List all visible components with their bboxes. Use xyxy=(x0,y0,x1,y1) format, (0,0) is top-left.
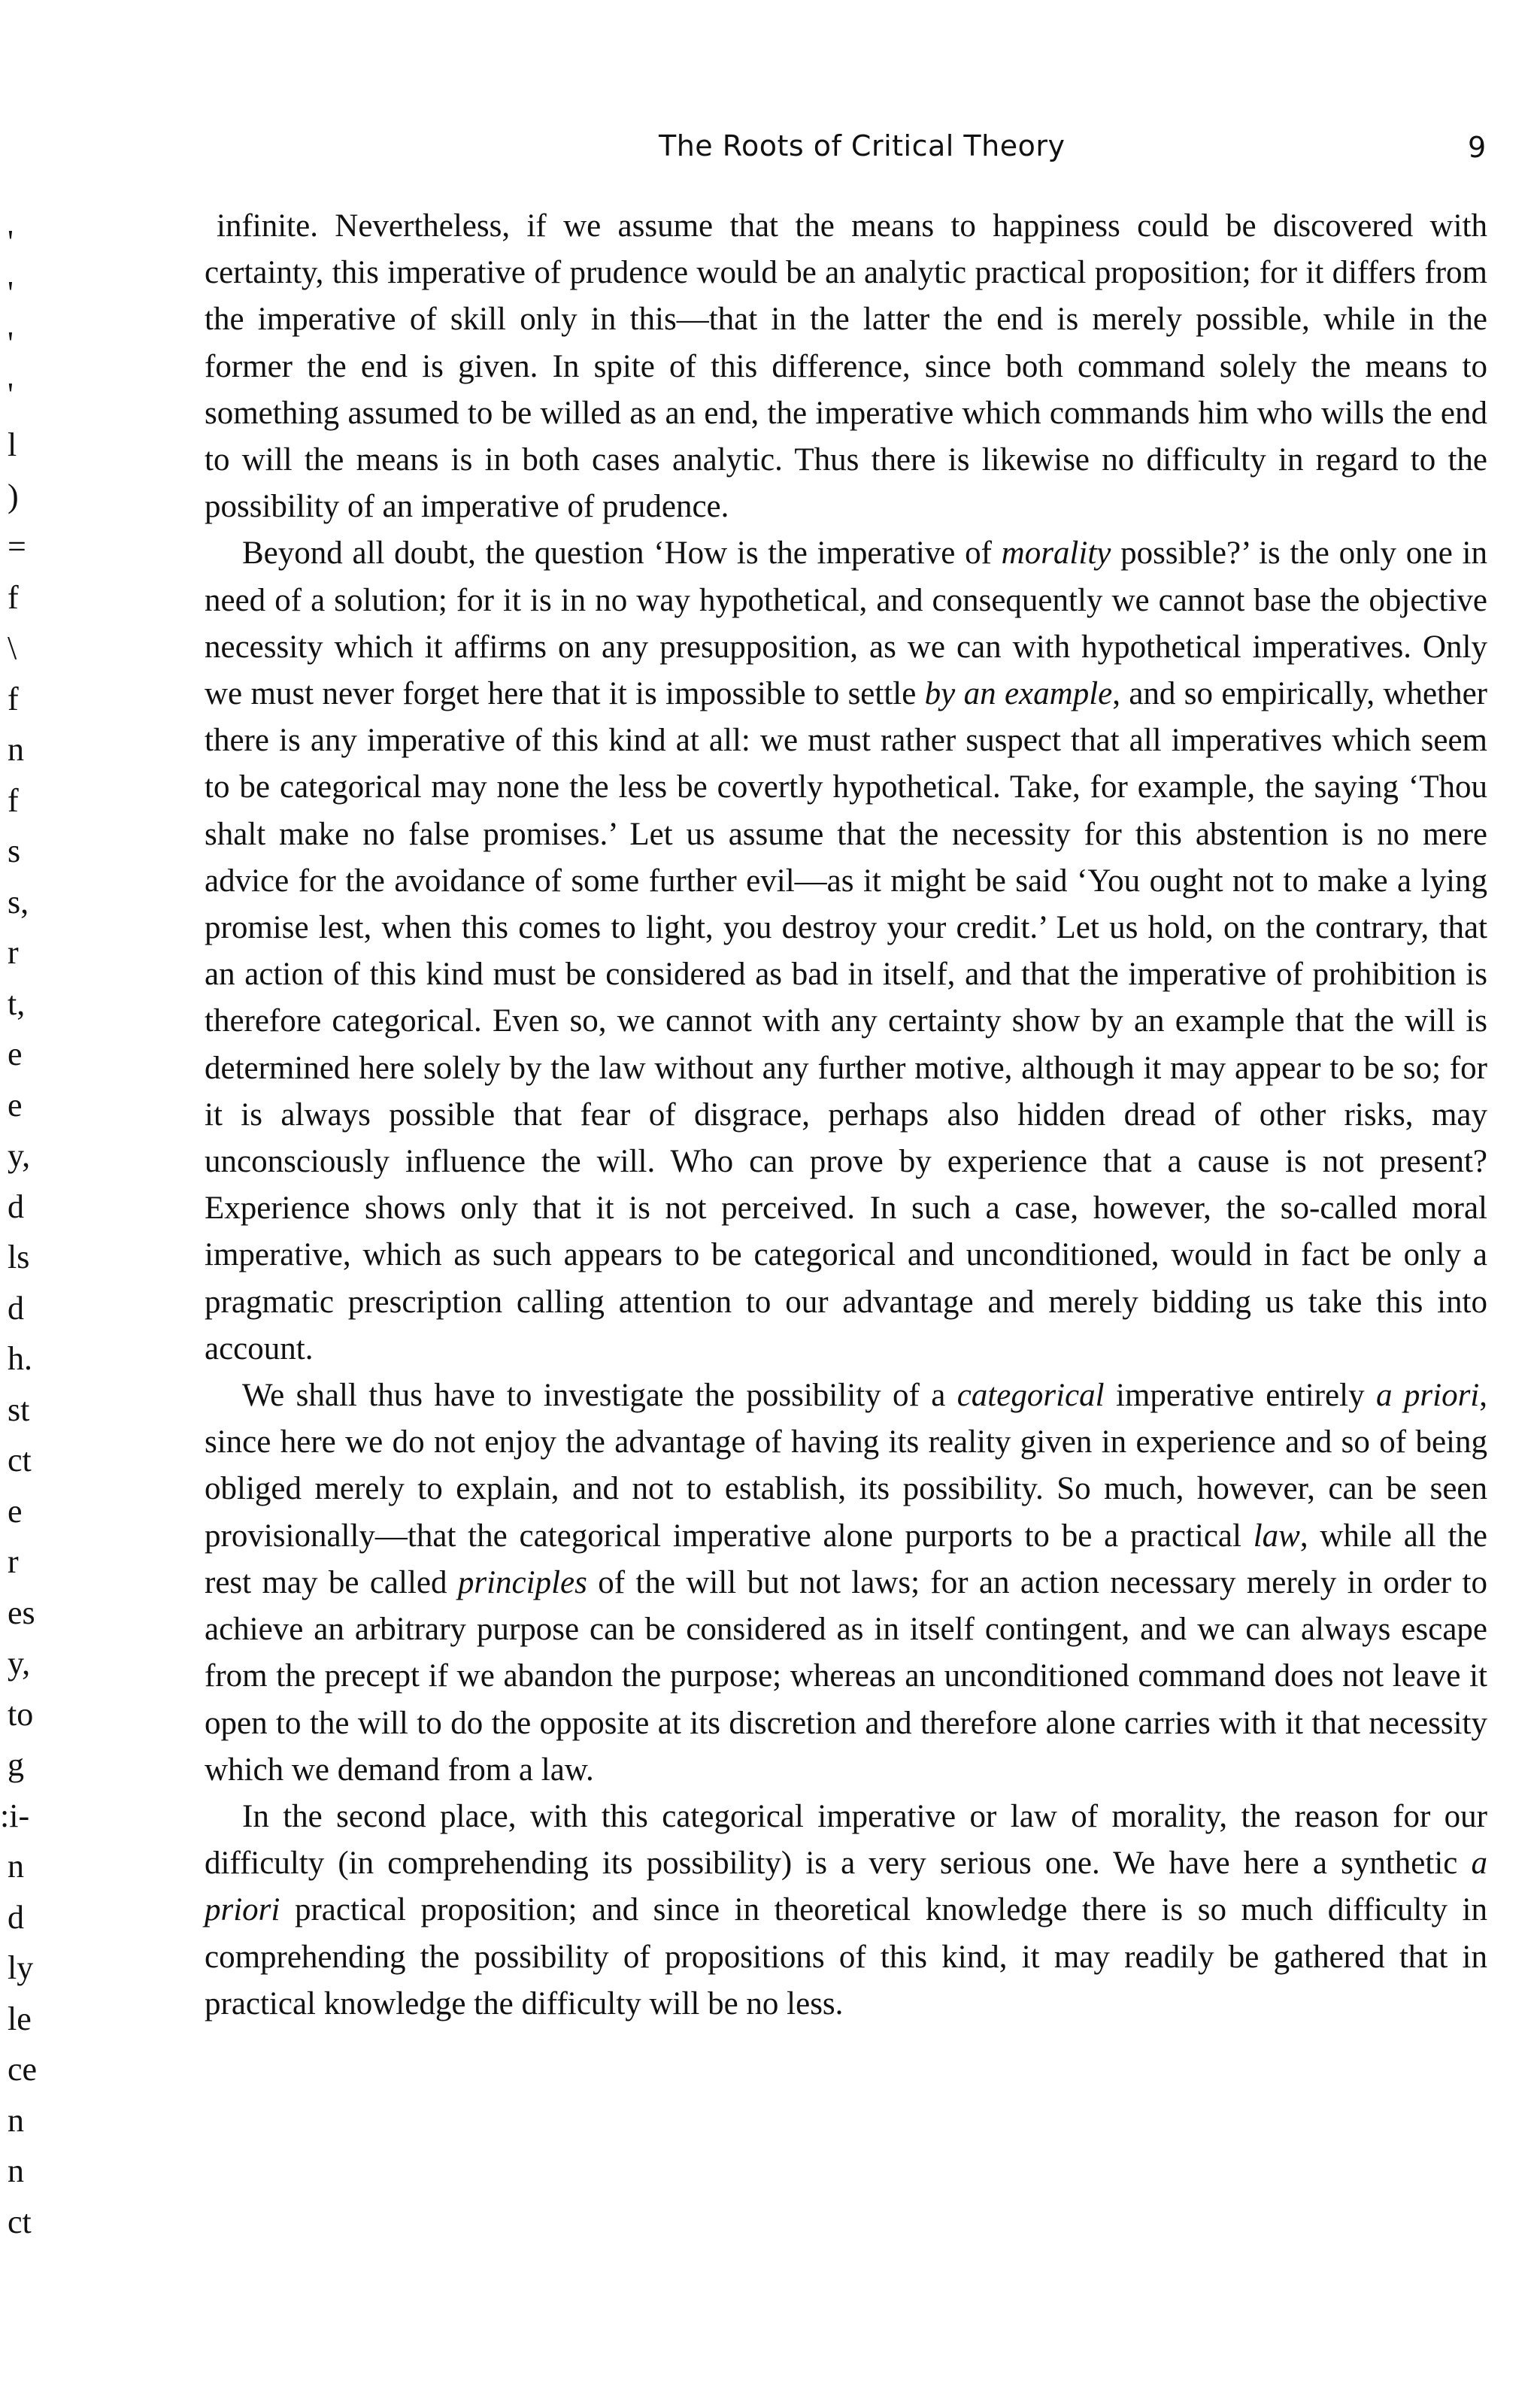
gutter-fragment: r xyxy=(8,934,19,971)
gutter-fragment: ' xyxy=(8,376,14,413)
text-run: imperative entirely xyxy=(1104,1378,1376,1414)
page-header xyxy=(0,126,1540,171)
gutter-fragment: ls xyxy=(8,1239,30,1275)
text-run: of the will but not laws; for an action necessary merely in order to achieve an arbitrary purpose can be considered as in itself contingent, and we can always escape from the precept if we abandon the purpose; whereas an unconditioned command does not leave it open to the will to do the opposite at its discretion and therefore alone carries with it that necessity which we demand from a law. xyxy=(205,1564,1487,1788)
text-run: In the second place, with this categorical imperative or law of morality, the reason for our difficulty (in comprehending its possibility) is a very serious one. We have here a synthetic xyxy=(205,1798,1487,1882)
gutter-fragment: ce xyxy=(8,2051,38,2088)
running-head: The Roots of Critical Theory xyxy=(659,129,1066,162)
text-run: practical proposition; and since in theoretical knowledge there is so much difficulty in comprehending the possibility of propositions of this kind, it may readily be gathered that in practical knowledge the difficulty will be no less. xyxy=(205,1892,1487,2021)
gutter-fragment: e xyxy=(8,1493,23,1530)
gutter-fragment: n xyxy=(8,2102,24,2139)
gutter-fragment: es xyxy=(8,1594,35,1631)
gutter-fragment: s xyxy=(8,833,21,869)
gutter-fragment: le xyxy=(8,2000,32,2037)
text-run: Beyond all doubt, the question ‘How is the imperative of xyxy=(242,535,1002,572)
gutter-fragment: n xyxy=(8,731,24,768)
gutter-fragment: y, xyxy=(8,1645,31,1682)
italic-phrase: by an example xyxy=(924,676,1113,712)
gutter-fragment: e xyxy=(8,1036,23,1072)
gutter-fragment: f xyxy=(8,579,19,616)
italic-phrase: law xyxy=(1253,1518,1300,1554)
gutter-fragment: d xyxy=(8,1899,24,1936)
gutter-fragment: ly xyxy=(8,1949,34,1986)
gutter-fragment: r xyxy=(8,1543,19,1580)
gutter-fragment: f xyxy=(8,782,19,819)
paragraph-3 xyxy=(205,1372,1487,1794)
text-run: , since here we do not enjoy the advantage of having its reality given in experience and so of being obliged merely to explain, and not to establish, its possibility. So much, however, can be seen provisionally—that the categorical imperative alone purports to be a practical xyxy=(205,1378,1488,1554)
text-run: , while all the rest may be called xyxy=(205,1518,1488,1600)
gutter-fragment: to xyxy=(8,1696,34,1733)
gutter-fragment: ' xyxy=(8,274,14,311)
gutter-fragment: d xyxy=(8,1290,24,1327)
gutter-fragment: ' xyxy=(8,325,14,362)
paragraph-1 xyxy=(205,203,1487,530)
body-text xyxy=(205,203,1487,2028)
italic-phrase: morality xyxy=(1001,535,1111,572)
gutter-fragment: s, xyxy=(8,884,29,921)
gutter-fragment: e xyxy=(8,1087,23,1124)
italic-phrase: a priori xyxy=(205,1846,1487,1928)
facing-page-edge xyxy=(0,223,83,2316)
gutter-fragment: y, xyxy=(8,1137,31,1174)
gutter-fragment: t, xyxy=(8,985,26,1022)
gutter-fragment: f xyxy=(8,681,19,717)
gutter-fragment: :i- xyxy=(0,1797,30,1834)
text-run: possible?’ is the only one in need of a solution; for it is in no way hypothetical, and consequently we cannot base the objective necessity which it affirms on any presupposition, as we can with hypothetical imperatives. Only we must never forget here that it is impossible to settle xyxy=(205,535,1487,712)
gutter-fragment: l xyxy=(8,426,17,463)
gutter-fragment: ' xyxy=(8,223,14,260)
gutter-fragment: d xyxy=(8,1188,24,1225)
gutter-fragment: = xyxy=(8,528,26,565)
italic-phrase: a priori xyxy=(1375,1378,1480,1414)
text-run: We shall thus have to investigate the possibility of a xyxy=(242,1378,957,1414)
text-run: , and so empirically, whether there is any imperative of this kind at all: we must rather suspect that all imperatives which seem to be categorical may none the less be covertly hypothetical. Take, for example, the saying ‘Thou shalt make no false promises.’ Let us assume that the necessity for this abstention is no mere advice for the avoidance of some further evil—as it might be said ‘You ought not to make a lying promise lest, when this comes to light, you destroy your credit.’ Let us hold, on the contrary, that an action of this kind must be considered as bad in itself, and that the imperative of prohibition is therefore categorical. Even so, we cannot with any certainty show by an example that the will is determined here solely by the law without any further motive, although it may appear to be so; for it is always possible that fear of disgrace, perhaps also hidden dread of other risks, may unconsciously influence the will. Who can prove by experience that a cause is not present? Experience shows only that it is not perceived. In such a case, however, the so-called moral imperative, which as such appears to be categorical and unconditioned, would in fact be only a pragmatic prescription calling attention to our advantage and merely bidding us take this into account. xyxy=(205,676,1487,1366)
gutter-fragment: n xyxy=(8,2152,24,2189)
text-run: infinite. Nevertheless, if we assume that the means to happiness could be discovered with certainty, this imperative of prudence would be an analytic practical proposition; for it differs from the imperative of skill only in this—that in the latter the end is merely possible, while in the former the end is given. In spite of this difference, since both command solely the means to something assumed to be willed as an end, the imperative which commands him who wills the end to will the means is in both cases analytic. Thus there is likewise no difficulty in regard to the possibility of an imperative of prudence. xyxy=(205,208,1487,525)
gutter-fragment: \ xyxy=(8,629,17,666)
italic-phrase: principles xyxy=(457,1564,587,1600)
page-number: 9 xyxy=(1468,131,1487,164)
paragraph-2 xyxy=(205,530,1487,1372)
gutter-fragment: g xyxy=(8,1746,24,1783)
italic-phrase: categorical xyxy=(956,1378,1105,1414)
gutter-fragment: ct xyxy=(8,2203,32,2240)
gutter-fragment: st xyxy=(8,1391,30,1428)
paragraph-4 xyxy=(205,1794,1487,2028)
gutter-fragment: ) xyxy=(8,478,19,514)
gutter-fragment: h. xyxy=(8,1340,32,1377)
gutter-fragment: n xyxy=(8,1848,24,1885)
gutter-fragment: ct xyxy=(8,1442,32,1479)
